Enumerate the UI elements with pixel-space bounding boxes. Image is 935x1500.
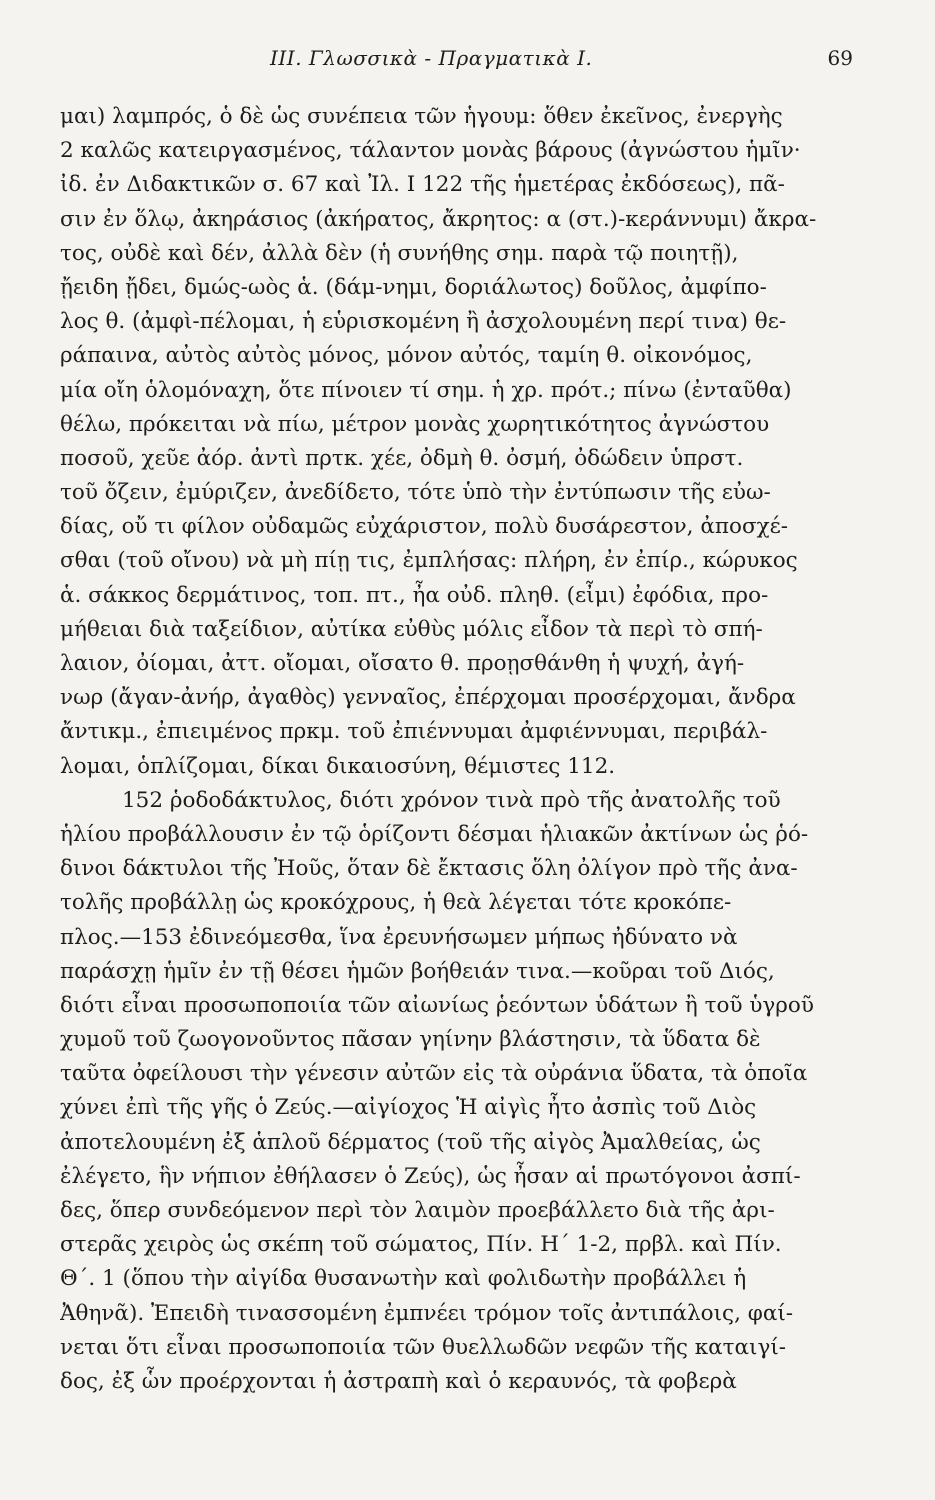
- page-number: 69: [827, 46, 853, 70]
- text-line: λος θ. (ἀμφὶ-πέλομαι, ἡ εὑρισκομένη ἢ ἀσχολουμένη περί τινα) θε-: [60, 309, 787, 335]
- text-line: πλος.—153 ἐδινεόμεσθα, ἵνα ἐρευνήσωμεν μήπως ἠδύνατο νὰ: [60, 924, 738, 950]
- text-line: χύνει ἐπὶ τῆς γῆς ὁ Ζεύς.—αἰγίοχος Ἡ αἰγὶς ἦτο ἀσπὶς τοῦ Διὸς: [60, 1095, 757, 1121]
- text-line: Θ΄. 1 (ὅπου τὴν αἰγίδα θυσανωτὴν καὶ φολιδωτὴν προβάλλει ἡ: [60, 1266, 747, 1292]
- text-line: θέλω, πρόκειται νὰ πίω, μέτρον μονὰς χωρητικότητος ἀγνώστου: [60, 411, 770, 437]
- text-line: ἐλέγετο, ἣν νήπιον ἐθήλασεν ὁ Ζεύς), ὡς ἦσαν αἱ πρωτόγονοι ἀσπί-: [60, 1163, 801, 1189]
- text-line: τος, οὐδὲ καὶ δέν, ἀλλὰ δὲν (ἡ συνήθης σημ. παρὰ τῷ ποιητῇ),: [60, 240, 739, 266]
- text-line: διότι εἶναι προσωποποιία τῶν αἰωνίως ῥεόντων ὑδάτων ἢ τοῦ ὑγροῦ: [60, 992, 814, 1018]
- text-line: 2 καλῶς κατειργασμένος, τάλαντον μονὰς βάρους (ἀγνώστου ἡμῖν·: [60, 138, 801, 164]
- text-line: τολῆς προβάλλῃ ὡς κροκόχρους, ἡ θεὰ λέγεται τότε κροκόπε-: [60, 890, 732, 916]
- text-line: χυμοῦ τοῦ ζωογονοῦντος πᾶσαν γηίνην βλάστησιν, τὰ ὕδατα δὲ: [60, 1027, 761, 1053]
- text-line: μαι) λαμπρός, ὁ δὲ ὡς συνέπεια τῶν ἡγουμ: ὅθεν ἐκεῖνος, ἐνεργὴς: [60, 104, 783, 129]
- body-text: [60, 100, 850, 1399]
- text-line: ᾔειδη ᾔδει, δμώς-ωὸς ἁ. (δάμ-νημι, δοριάλωτος) δοῦλος, ἀμφίπο-: [60, 274, 767, 300]
- text-line: Ἀθηνᾶ). Ἐπειδὴ τινασσομένη ἐμπνέει τρόμον τοῖς ἀντιπάλοις, φαί-: [60, 1300, 794, 1326]
- text-line: ἄντικμ., ἐπιειμένος πρκμ. τοῦ ἐπιέννυμαι ἀμφιέννυμαι, περιβάλ-: [60, 719, 768, 745]
- text-line: δες, ὅπερ συνδεόμενον περὶ τὸν λαιμὸν προεβάλλετο διὰ τῆς ἀρι-: [60, 1198, 775, 1223]
- text-line: λαιον, ὀίομαι, ἀττ. οἴομαι, οἴσατο θ. προῃσθάνθη ἡ ψυχή, ἀγή-: [60, 651, 745, 676]
- text-line: νωρ (ἄγαν-ἀνήρ, ἀγαθὸς) γενναῖος, ἐπέρχομαι προσέρχομαι, ἄνδρα: [60, 685, 796, 711]
- text-line: μία οἴη ὁλομόναχη, ὅτε πίνοιεν τί σημ. ἡ χρ. πρότ.; πίνω (ἐνταῦθα): [60, 377, 792, 403]
- text-line: νεται ὅτι εἶναι προσωποποιία τῶν θυελλωδῶν νεφῶν τῆς καταιγί-: [60, 1334, 787, 1360]
- text-line: παράσχῃ ἡμῖν ἐν τῇ θέσει ἡμῶν βοήθειάν τινα.—κοῦραι τοῦ Διός,: [60, 958, 775, 984]
- text-line: ποσοῦ, χεῦε ἀόρ. ἀντὶ πρτκ. χέε, ὀδμὴ θ. ὀσμή, ὀδώδειν ὑπρστ.: [60, 445, 744, 471]
- text-line: δίας, οὔ τι φίλον οὐδαμῶς εὐχάριστον, πολὺ δυσάρεστον, ἀποσχέ-: [60, 514, 789, 540]
- text-line: δος, ἐξ ὧν προέρχονται ἡ ἀστραπὴ καὶ ὁ κεραυνός, τὰ φοβερὰ: [60, 1368, 737, 1394]
- text-line: δινοι δάκτυλοι τῆς Ἠοῦς, ὅταν δὲ ἔκτασις ὅλη ὀλίγον πρὸ τῆς ἀνα-: [60, 856, 798, 882]
- text-line: στερᾶς χειρὸς ὡς σκέπη τοῦ σώματος, Πίν. Η΄ 1-2, πρβλ. καὶ Πίν.: [60, 1232, 782, 1258]
- text-line: ἰδ. ἐν Διδακτικῶν σ. 67 καὶ Ἰλ. Ι 122 τῆς ἡμετέρας ἐκδόσεως), πᾶ-: [60, 172, 785, 198]
- text-line: ἡλίου προβάλλουσιν ἐν τῷ ὁρίζοντι δέσμαι ἡλιακῶν ἀκτίνων ὡς ῥό-: [60, 821, 809, 847]
- text-line: λομαι, ὁπλίζομαι, δίκαι δικαιοσύνη, θέμιστες 112.: [60, 753, 616, 779]
- text-line: ράπαινα, αὐτὸς αὐτὸς μόνος, μόνον αὐτός, ταμίη θ. οἰκονόμος,: [60, 343, 753, 369]
- text-line: τοῦ ὄζειν, ἐμύριζεν, ἀνεδίδετο, τότε ὑπὸ τὴν ἐντύπωσιν τῆς εὐω-: [60, 480, 771, 506]
- paragraph-start-line: 152 ῥοδοδάκτυλος, διότι χρόνον τινὰ πρὸ τῆς ἀνατολῆς τοῦ: [122, 787, 781, 813]
- text-line: ταῦτα ὀφείλουσι τὴν γένεσιν αὐτῶν εἰς τὰ οὐράνια ὕδατα, τὰ ὁποῖα: [60, 1061, 808, 1087]
- text-line: μήθειαι διὰ ταξείδιον, αὐτίκα εὐθὺς μόλις εἶδον τὰ περὶ τὸ σπή-: [60, 616, 763, 642]
- text-line: σιν ἐν ὅλῳ, ἀκηράσιος (ἀκήρατος, ἄκρητος: α (στ.)-κεράννυμι) ἄκρα-: [60, 206, 817, 232]
- text-line: ἁ. σάκκος δερμάτινος, τοπ. πτ., ἦα οὐδ. πληθ. (εἶμι) ἐφόδια, προ-: [60, 582, 769, 608]
- text-line: ἀποτελουμένη ἐξ ἁπλοῦ δέρματος (τοῦ τῆς αἰγὸς Ἀμαλθείας, ὡς: [60, 1129, 761, 1155]
- running-header: III. Γλωσσικὰ - Πραγματικὰ Ι.: [270, 46, 593, 70]
- text-line: σθαι (τοῦ οἴνου) νὰ μὴ πίῃ τις, ἐμπλήσας: πλήρη, ἐν ἐπίρ., κώρυκος: [60, 548, 798, 574]
